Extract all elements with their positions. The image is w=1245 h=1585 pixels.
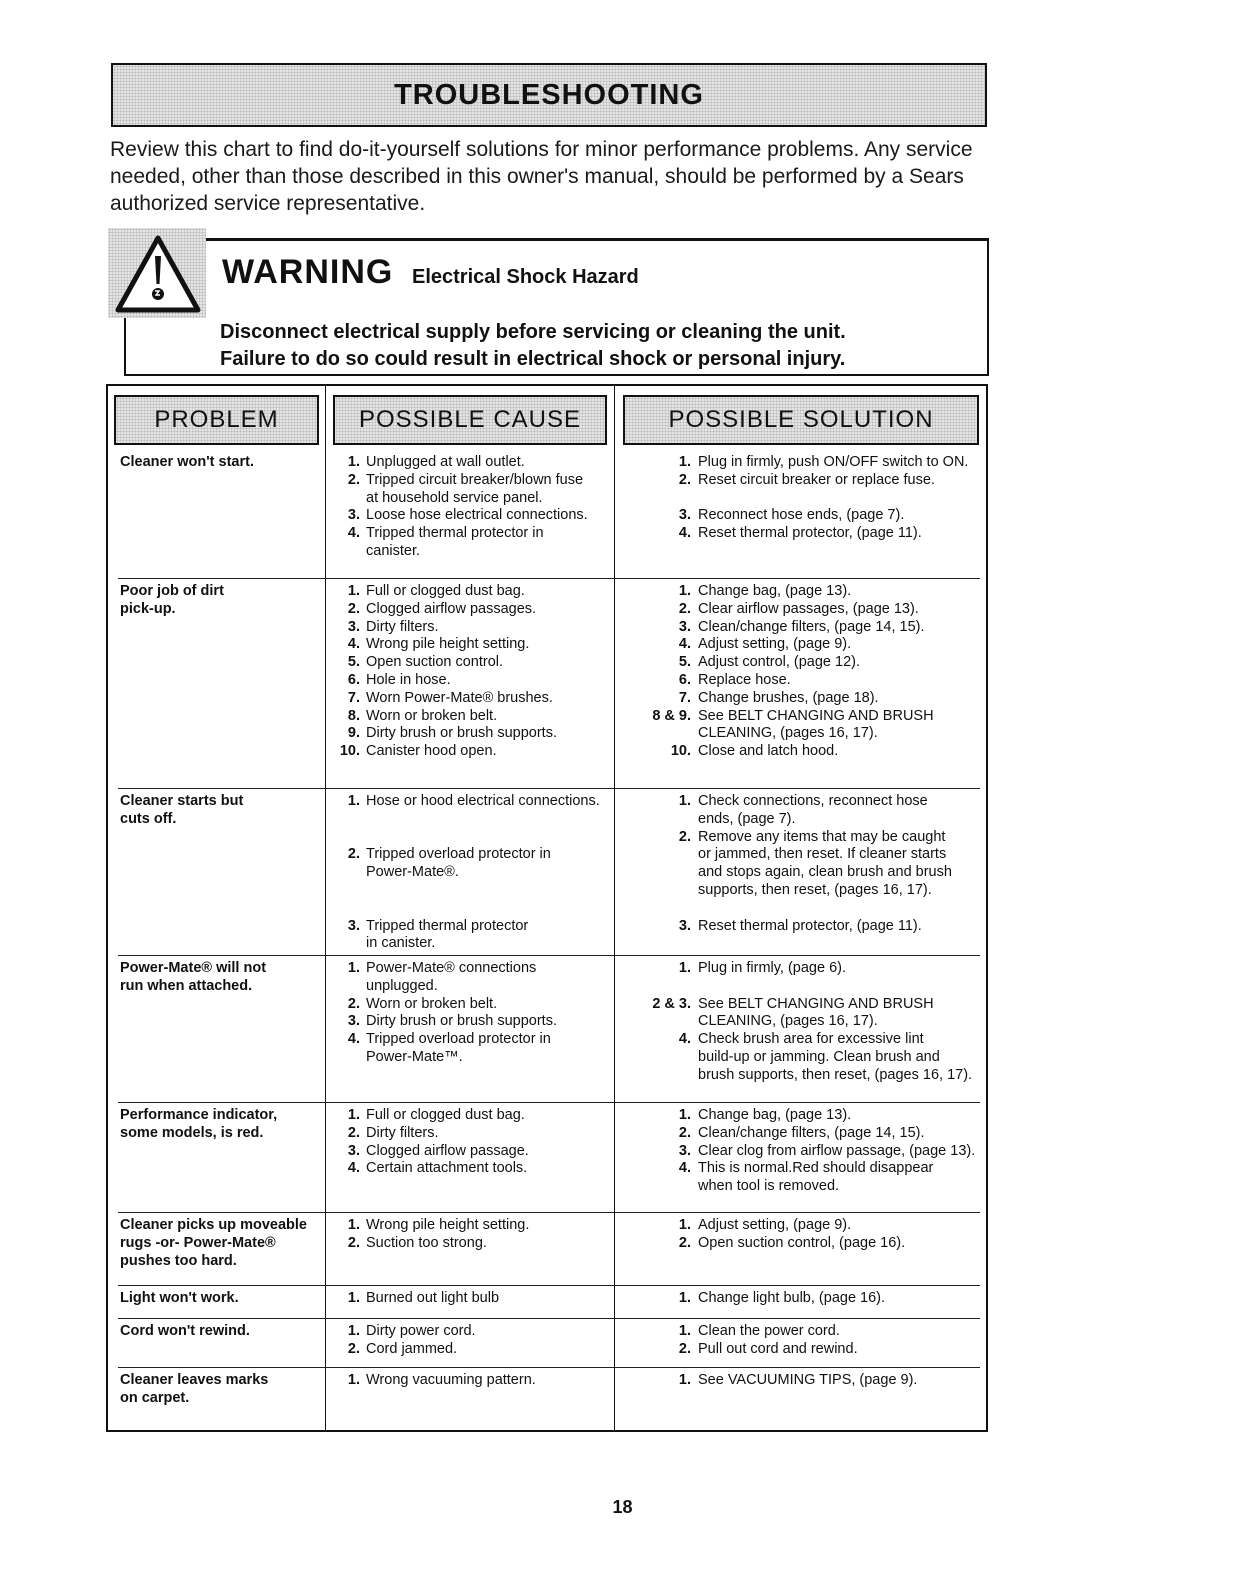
- item-text: Wrong pile height setting.: [366, 1217, 530, 1233]
- item-text: Change brushes, (page 18).: [698, 689, 879, 706]
- item-number: 2.: [347, 1124, 360, 1141]
- item-number: 1.: [347, 1372, 360, 1388]
- item-number: 3.: [678, 917, 691, 934]
- item-number: 1.: [347, 960, 360, 976]
- item-text: See BELT CHANGING AND BRUSH CLEANING, (pages 16, 17).: [698, 707, 934, 742]
- item-number: 2.: [678, 1124, 691, 1141]
- problem-cell: Cleaner picks up moveable rugs -or- Power-Mate® pushes too hard.: [120, 1217, 307, 1269]
- item-text: Plug in firmly, push ON/OFF switch to ON.: [698, 454, 969, 470]
- item-text: Open suction control, (page 16).: [698, 1234, 906, 1251]
- item-number: 4.: [678, 525, 691, 542]
- item-text: Hole in hose.: [366, 672, 451, 688]
- row-divider: [118, 1212, 980, 1213]
- item-text: Adjust setting, (page 9).: [698, 1217, 852, 1233]
- item-number: 10.: [670, 743, 691, 760]
- item-text: Tripped overload protector in Power-Mate™.: [366, 1031, 551, 1065]
- item-number: 4.: [678, 1160, 691, 1177]
- page-number: 18: [612, 1497, 633, 1517]
- item-text: Clear clog from airflow passage, (page 13).: [698, 1142, 976, 1159]
- row-divider: [118, 1102, 980, 1103]
- item-number: 4.: [347, 525, 360, 542]
- warning-line-2: Failure to do so could result in electrical shock or personal injury.: [220, 348, 846, 370]
- item-number: 3.: [678, 507, 691, 524]
- item-text: Clogged airflow passage.: [366, 1142, 529, 1159]
- page-title-banner: [111, 63, 987, 127]
- item-number: 8 & 9.: [652, 707, 691, 724]
- item-number: 1.: [678, 1107, 691, 1123]
- item-number: 2.: [678, 828, 691, 845]
- item-text: Full or clogged dust bag.: [366, 1107, 525, 1123]
- item-text: Tripped circuit breaker/blown fuse at household service panel.: [366, 471, 584, 506]
- item-text: Full or clogged dust bag.: [366, 583, 525, 599]
- warning-triangle-icon: [112, 232, 204, 316]
- item-text: Reconnect hose ends, (page 7).: [698, 507, 905, 524]
- item-number: 2.: [347, 1340, 360, 1357]
- item-text: Hose or hood electrical connections.: [366, 793, 600, 809]
- item-number: 3.: [678, 1142, 691, 1159]
- item-text: Worn Power-Mate® brushes.: [366, 689, 553, 706]
- item-text: Wrong pile height setting.: [366, 636, 530, 653]
- item-number: 1.: [678, 1290, 691, 1306]
- item-number: 3.: [347, 917, 360, 934]
- item-text: Power-Mate® connections unplugged.: [366, 960, 537, 994]
- item-number: 1.: [347, 793, 360, 809]
- item-number: 1.: [347, 583, 360, 599]
- item-text: Plug in firmly, (page 6).: [698, 960, 847, 976]
- item-number: 1.: [678, 1372, 691, 1388]
- item-number: 6.: [347, 672, 360, 688]
- problem-cell: Power-Mate® will not run when attached.: [120, 960, 267, 994]
- item-text: Check brush area for excessive lint build-up or jamming. Clean brush and brush supports, then reset, (pages 16, 17).: [698, 1031, 973, 1083]
- problem-cell: Poor job of dirt pick-up.: [120, 583, 224, 617]
- header-possible-solution: POSSIBLE SOLUTION: [623, 395, 979, 445]
- item-number: 4.: [347, 636, 360, 653]
- item-number: 3.: [347, 618, 360, 635]
- problem-cell: Light won't work.: [120, 1290, 239, 1306]
- row-divider: [118, 578, 980, 579]
- item-number: 1.: [678, 1323, 691, 1339]
- item-number: 2.: [347, 846, 360, 863]
- item-text: Tripped thermal protector in canister.: [366, 917, 529, 952]
- item-text: This is normal.Red should disappear when tool is removed.: [698, 1160, 934, 1195]
- row-divider: [118, 955, 980, 956]
- column-divider: [614, 386, 615, 1431]
- item-number: 5.: [678, 654, 691, 671]
- warning-heading: WARNING: [222, 253, 394, 291]
- item-number: 1.: [678, 960, 691, 976]
- item-text: Dirty filters.: [366, 1124, 439, 1141]
- item-text: Clean/change filters, (page 14, 15).: [698, 1124, 925, 1141]
- header-problem: PROBLEM: [114, 395, 319, 445]
- item-text: Close and latch hood.: [698, 743, 839, 760]
- problem-cell: Cleaner won't start.: [120, 454, 254, 470]
- problem-cell: Cleaner starts but cuts off.: [120, 793, 244, 827]
- item-text: Adjust control, (page 12).: [698, 654, 861, 671]
- item-text: Check connections, reconnect hose ends, (page 7).: [698, 793, 928, 827]
- item-number: 4.: [678, 636, 691, 653]
- item-number: 7.: [678, 689, 691, 706]
- item-number: 10.: [339, 743, 360, 760]
- item-text: Cord jammed.: [366, 1340, 458, 1357]
- item-text: Wrong vacuuming pattern.: [366, 1372, 536, 1388]
- item-text: Reset thermal protector, (page 11).: [698, 917, 922, 934]
- item-text: Tripped overload protector in Power-Mate®.: [366, 846, 551, 881]
- item-number: 5.: [347, 654, 360, 671]
- header-possible-cause: POSSIBLE CAUSE: [333, 395, 607, 445]
- item-number: 4.: [678, 1031, 691, 1048]
- item-number: 1.: [678, 583, 691, 599]
- item-text: Worn or broken belt.: [366, 995, 498, 1012]
- item-text: Dirty power cord.: [366, 1323, 476, 1339]
- item-text: See BELT CHANGING AND BRUSH CLEANING, (pages 16, 17).: [698, 995, 934, 1030]
- warning-line-1: Disconnect electrical supply before servicing or cleaning the unit.: [220, 321, 846, 343]
- item-text: Clear airflow passages, (page 13).: [698, 600, 919, 617]
- item-number: 1.: [347, 1217, 360, 1233]
- item-text: Unplugged at wall outlet.: [366, 454, 525, 470]
- item-text: Open suction control.: [366, 654, 504, 671]
- item-text: Canister hood open.: [366, 743, 497, 760]
- item-text: Clean the power cord.: [698, 1323, 840, 1339]
- item-number: 2.: [678, 1340, 691, 1357]
- intro-paragraph: Review this chart to find do-it-yourself solutions for minor performance problems. Any service needed, other than those described in this owner's manual, should be performed by a Sears authorized service representative.: [110, 138, 973, 215]
- item-number: 3.: [347, 1013, 360, 1030]
- item-text: Tripped thermal protector in canister.: [366, 525, 544, 559]
- page-title: TROUBLESHOOTING: [394, 78, 704, 111]
- item-number: 4.: [347, 1160, 360, 1177]
- item-text: Burned out light bulb: [366, 1290, 500, 1306]
- item-text: Worn or broken belt.: [366, 707, 498, 724]
- item-number: 3.: [347, 1142, 360, 1159]
- row-divider: [118, 1367, 980, 1368]
- item-number: 8.: [347, 707, 360, 724]
- row-divider: [118, 1285, 980, 1286]
- item-text: Change light bulb, (page 16).: [698, 1290, 886, 1306]
- item-text: See VACUUMING TIPS, (page 9).: [698, 1372, 918, 1388]
- item-number: 1.: [347, 1323, 360, 1339]
- item-number: 1.: [347, 454, 360, 470]
- item-number: 2.: [678, 471, 691, 488]
- item-number: 2.: [347, 995, 360, 1012]
- item-number: 4.: [347, 1031, 360, 1048]
- item-text: Suction too strong.: [366, 1234, 487, 1251]
- item-text: Change bag, (page 13).: [698, 1107, 852, 1123]
- item-text: Replace hose.: [698, 672, 791, 688]
- item-text: Dirty brush or brush supports.: [366, 1013, 557, 1030]
- item-text: Change bag, (page 13).: [698, 583, 852, 599]
- item-number: 9.: [347, 725, 360, 742]
- problem-cell: Cord won't rewind.: [120, 1323, 250, 1339]
- item-number: 3.: [347, 507, 360, 524]
- item-number: 3.: [678, 618, 691, 635]
- item-text: Loose hose electrical connections.: [366, 507, 588, 524]
- row-divider: [118, 1318, 980, 1319]
- warning-text: [220, 319, 846, 373]
- item-number: 6.: [678, 672, 691, 688]
- item-number: 2.: [678, 1234, 691, 1251]
- item-number: 7.: [347, 689, 360, 706]
- warning-subheading: Electrical Shock Hazard: [412, 266, 639, 288]
- column-divider: [325, 386, 326, 1431]
- item-text: Reset thermal protector, (page 11).: [698, 525, 922, 542]
- item-text: Certain attachment tools.: [366, 1160, 528, 1177]
- item-number: 1.: [678, 454, 691, 470]
- item-number: 2.: [678, 600, 691, 617]
- item-number: 2.: [347, 471, 360, 488]
- item-text: Reset circuit breaker or replace fuse.: [698, 471, 935, 488]
- item-number: 1.: [347, 1107, 360, 1123]
- item-number: 1.: [678, 1217, 691, 1233]
- item-text: Dirty brush or brush supports.: [366, 725, 557, 742]
- problem-cell: Cleaner leaves marks on carpet.: [120, 1372, 269, 1406]
- item-number: 2.: [347, 1234, 360, 1251]
- row-divider: [118, 788, 980, 789]
- item-text: Clogged airflow passages.: [366, 600, 537, 617]
- item-number: 1.: [347, 1290, 360, 1306]
- item-number: 2 & 3.: [652, 995, 691, 1012]
- item-text: Clean/change filters, (page 14, 15).: [698, 618, 925, 635]
- item-number: 2.: [347, 600, 360, 617]
- item-text: Dirty filters.: [366, 618, 439, 635]
- item-number: 1.: [678, 793, 691, 809]
- item-text: Remove any items that may be caught or jammed, then reset. If cleaner starts and stops again, clean brush and brush supports, then reset, (pages 16, 17).: [698, 828, 952, 898]
- item-text: Adjust setting, (page 9).: [698, 636, 852, 653]
- item-text: Pull out cord and rewind.: [698, 1340, 858, 1357]
- problem-cell: Performance indicator, some models, is red.: [120, 1107, 278, 1141]
